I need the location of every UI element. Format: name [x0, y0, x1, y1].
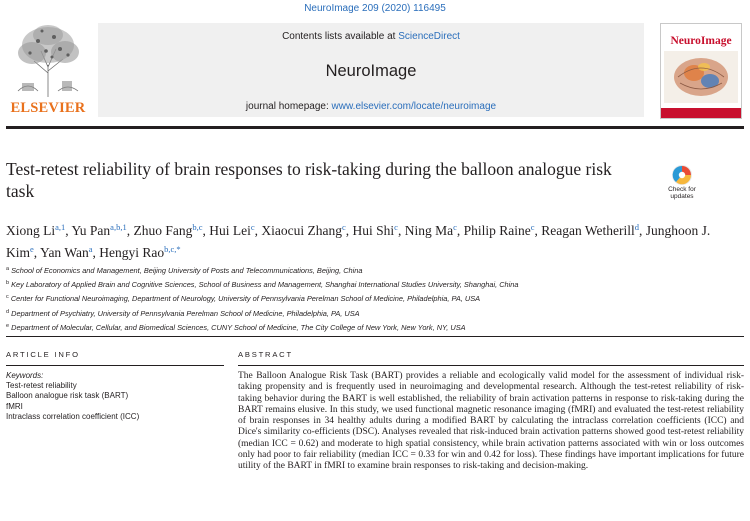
sciencedirect-link[interactable]: ScienceDirect: [398, 31, 460, 42]
keywords-block: [6, 371, 224, 422]
elsevier-wordmark: ELSEVIER: [10, 100, 86, 116]
homepage-prefix: journal homepage:: [245, 101, 332, 112]
affiliation: $^c$ Center for Functional Neuroimaging, Department of Neurology, University of Pennsylvania Perelman School of Medicine, Philadelphia, PA, USA: [6, 294, 481, 304]
author[interactable]: Xiong Li$^{a,1}$: [6, 222, 66, 238]
cover-brain-image: [664, 51, 738, 103]
author[interactable]: Reagan Wetherill$^d$: [541, 222, 640, 238]
keyword: fMRI: [6, 401, 23, 411]
header-rule: [6, 126, 744, 129]
cover-title: NeuroImage: [670, 35, 732, 47]
author[interactable]: Yu Pan$^{a,b,1}$: [71, 222, 127, 238]
article-info-rule: [6, 365, 224, 366]
article-title: Test-retest reliability of brain responses to risk-taking during the balloon analogue risk task: [6, 159, 612, 201]
author[interactable]: Philip Raine$^c$: [463, 222, 535, 238]
affiliation: $^d$ Department of Psychiatry, University of Pennsylvania Perelman School of Medicine, Philadelphia, PA, USA: [6, 308, 360, 318]
author[interactable]: Hui Shi$^c$: [352, 222, 398, 238]
affiliation: $^b$ Key Laboratory of Applied Brain and Cognitive Sciences, School of Business and Management, Shanghai International Studies University, Shanghai, China: [6, 280, 519, 290]
check-for-updates-button[interactable]: [664, 164, 700, 204]
cover-footer-bar: [661, 108, 741, 118]
article-info-heading: ARTICLE INFO: [6, 350, 80, 359]
abstract-text: The Balloon Analogue Risk Task (BART) provides a reliable and ecologically valid model for the assessment of individual risk-taking propensity and is frequently used in neuroimaging and developmental research. Although the test-retest reliability of risk-taking behavior during the BART is well established, the reliability of brain activation patterns in response to risk-taking during the BART remains elusive. In this study, we used functional magnetic resonance imaging (fMRI) and evaluated the test-retest reliability of brain responses in 34 healthy adults during a modified BART by calculating the intraclass correlation coefficients (ICC) and Dice's similarity co-efficients (DSC). Analyses revealed that risk-induced brain activation patterns showed good test-retest reliability (median ICC = 0.62) and moderate to high spatial consistency, while brain activation patterns associated with win or loss outcomes only had poor to fair reliability (median ICC = 0.33 for win and 0.42 for loss). These findings have important implications for future utility of the BART in fMRI to examine brain responses to risk-taking and decision-making.: [238, 371, 744, 471]
contents-line: [98, 31, 644, 42]
journal-name: NeuroImage: [325, 62, 417, 80]
author[interactable]: Ning Ma$^c$: [404, 222, 457, 238]
contents-prefix: Contents lists available at: [282, 31, 399, 42]
author[interactable]: Hui Lei$^c$: [209, 222, 255, 238]
check-for-updates-label: Check for updates: [668, 186, 696, 200]
affiliation: $^e$ Department of Molecular, Cellular, and Biomedical Sciences, CUNY School of Medicine, The City College of New York, New York, NY, USA: [6, 322, 466, 332]
keyword: Test-retest reliability: [6, 381, 77, 391]
abstract-heading: ABSTRACT: [238, 350, 293, 359]
homepage-line: [98, 101, 644, 112]
author[interactable]: Xiaocui Zhang$^c$: [261, 222, 346, 238]
keywords-label: Keywords:: [6, 371, 44, 380]
author[interactable]: Junghoon J. Kim$^e$: [6, 223, 711, 260]
masthead: [6, 19, 744, 123]
author-list: Xiong Li$^{a,1}$, Yu Pan$^{a,b,1}$, Zhuo Fang$^{b,c}$, Hui Lei$^c$, Xiaocui Zhang$^c$, Hui Shi$^c$, Ning Ma$^c$, Philip Raine$^c$, Reagan Wetherill$^d$, Junghoon J. Kim$^e$, Yan Wan$^a$, Hengyi Rao$^{b,c,*}$: [6, 222, 711, 260]
journal-cover[interactable]: [660, 23, 742, 119]
elsevier-tree-icon: [8, 21, 88, 97]
author[interactable]: Yan Wan$^a$: [40, 244, 93, 260]
journal-banner: [98, 23, 644, 117]
check-for-updates-icon: [664, 164, 700, 186]
author[interactable]: Hengyi Rao$^{b,c,*}$: [99, 244, 181, 260]
journal-homepage-link[interactable]: www.elsevier.com/locate/neuroimage: [331, 101, 497, 112]
abstract-rule: [238, 365, 744, 366]
section-rule: [6, 336, 744, 337]
author[interactable]: Zhuo Fang$^{b,c}$: [133, 222, 203, 238]
affiliation: $^a$ School of Economics and Management, Beijing University of Posts and Telecommunications, Beijing, China: [6, 266, 363, 275]
affiliation-list: [6, 263, 746, 334]
journal-citation[interactable]: NeuroImage 209 (2020) 116495: [304, 3, 446, 14]
keyword: Balloon analogue risk task (BART): [6, 391, 129, 401]
keyword: Intraclass correlation coefficient (ICC): [6, 411, 140, 421]
elsevier-logo[interactable]: [6, 19, 90, 123]
